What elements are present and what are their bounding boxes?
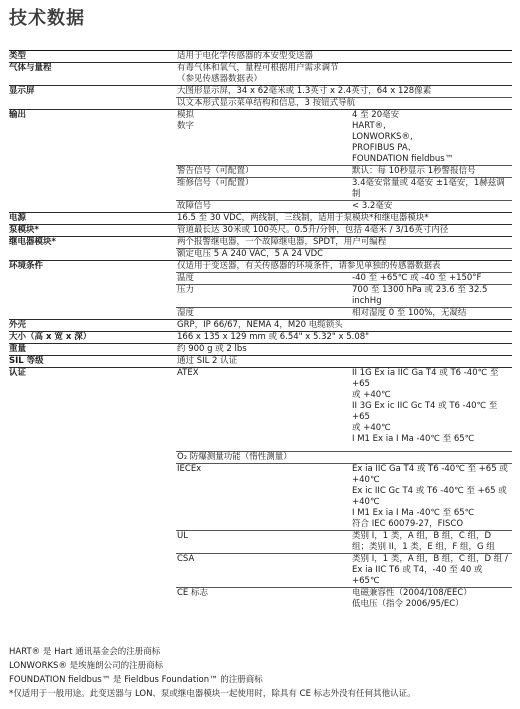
spec-line: 适用于电化学传感器的本安型变送器: [177, 51, 314, 61]
spec-subvalue: [351, 178, 512, 200]
spec-line: 制: [352, 189, 361, 199]
spec-label: 认证: [9, 368, 27, 378]
spec-label: 大小（高 x 宽 x 深）: [9, 332, 92, 342]
spec-subrow: [176, 587, 512, 610]
spec-subname: 维修信号（可配置）: [177, 178, 254, 188]
spec-line: 相对湿度 0 至 100%，无凝结: [352, 308, 467, 318]
spec-line: Ex ic IIC Gc T4 或 T6 -40℃ 至 +65 或: [352, 486, 507, 496]
spec-content: [176, 63, 512, 85]
spec-table: [9, 50, 512, 610]
spec-content: [176, 225, 512, 236]
spec-line: 组；类别 II，1 类，E 组，F 组，G 组: [352, 542, 495, 552]
spec-label: 重量: [9, 344, 27, 354]
spec-content: [176, 261, 512, 319]
spec-row: [9, 355, 512, 367]
spec-row: [9, 109, 512, 212]
spec-line: < 3.2毫安: [352, 201, 393, 211]
spec-row: [9, 62, 512, 85]
spec-label: SIL 等级: [9, 356, 44, 366]
spec-subrow: [176, 463, 512, 530]
spec-line: 通过 SIL 2 认证: [177, 356, 238, 366]
spec-line: LONWORKS®,: [352, 132, 413, 142]
spec-row: [9, 50, 512, 62]
spec-subname: O₂ 防爆测量功能（惰性测量）: [177, 452, 292, 462]
spec-subrow: [176, 272, 512, 284]
spec-row: [9, 212, 512, 224]
spec-line: 管道最长达 30米或 100英尺。0.5升/分钟，包括 4毫米 / 3/16英寸内径: [177, 225, 449, 235]
spec-subname: 模拟: [177, 110, 195, 120]
spec-line: I M1 Ex ia I Ma -40℃ 至 65℃: [352, 508, 475, 518]
spec-subname: 数字: [177, 121, 195, 131]
spec-subvalue: [351, 308, 512, 319]
spec-subrow: [176, 110, 512, 121]
footnote: *仅适用于一般用途。此变送器与 LON、泵或继电器模块一起使用时，除具有 CE 标志外没有任何其他认证。: [9, 689, 416, 699]
spec-subname: ATEX: [177, 368, 199, 378]
spec-subvalue: [351, 285, 512, 307]
page-title: 技术数据: [9, 8, 85, 29]
spec-label: 显示屏: [9, 86, 35, 96]
spec-subname: UL: [177, 531, 188, 541]
spec-content: [176, 368, 512, 610]
spec-content: [176, 110, 512, 212]
footnotes: [9, 645, 514, 701]
spec-subname: 故障信号: [177, 201, 212, 211]
spec-subname: 警告信号（可配置）: [177, 166, 254, 176]
spec-row: [9, 85, 512, 109]
spec-line: Ex ia IIC Ga T4 或 T6 -40℃ 至 +65 或: [352, 464, 508, 474]
spec-line: 或 +40℃: [352, 423, 391, 433]
spec-row: [9, 343, 512, 355]
spec-line: 仅适用于变送器，有关传感器的环境条件，请参见单独的传感器数据表: [177, 261, 441, 271]
spec-line: HART®,: [352, 121, 386, 131]
spec-line: 类别 I，1 类，A 组，B 组，C 组，D: [352, 531, 492, 541]
spec-line: +40℃: [352, 475, 380, 485]
spec-subvalue: [351, 588, 512, 610]
spec-subname: IECEx: [177, 464, 202, 474]
spec-subrow: [176, 553, 512, 587]
spec-line: 约 900 g 或 2 lbs: [177, 344, 247, 354]
spec-subrow: [176, 451, 512, 463]
spec-row: [9, 367, 512, 610]
spec-subname: CSA: [177, 554, 195, 564]
spec-subrow: [176, 200, 512, 212]
spec-label: 外壳: [9, 320, 27, 330]
spec-line: [352, 452, 512, 463]
footnote: LONWORKS® 是埃施朗公司的注册商标: [9, 661, 164, 671]
spec-subrow: [176, 121, 512, 165]
spec-line: II 3G Ex ic IIC Gc T4 或 T6 -40℃ 至 +65: [352, 401, 498, 422]
spec-line: -40 至 +65℃ 或 -40 至 +150°F: [352, 273, 482, 283]
spec-line: 类别 I，1 类，A 组，B 组，C 组，D 组 /: [352, 554, 508, 564]
spec-subrow: [176, 284, 512, 307]
spec-line: FOUNDATION fieldbus™: [352, 154, 454, 164]
spec-subvalue: [351, 368, 512, 445]
spec-label: 气体与量程: [9, 63, 52, 73]
spec-content: [176, 344, 512, 355]
spec-subvalue: [351, 531, 512, 553]
spec-line: 有毒气体和氧气，量程可根据用户需求调节: [177, 63, 339, 73]
spec-content: [176, 320, 512, 331]
spec-line: 16.5 至 30 VDC，两线制，三线制，适用于泵模块*和继电器模块*: [177, 213, 429, 223]
spec-subname: CE 标志: [177, 588, 209, 598]
spec-content: [176, 86, 512, 109]
spec-line: 默认：每 10秒显示 1秒警报信号: [352, 166, 476, 176]
spec-line: 4 至 20毫安: [352, 110, 400, 120]
spec-subname: 湿度: [177, 308, 195, 318]
spec-content: [176, 356, 512, 367]
spec-subrow: [176, 307, 512, 319]
spec-line: 3.4毫安常量或 4毫安 ±1毫安，1赫兹调: [352, 178, 505, 188]
spec-line: PROFIBUS PA、: [352, 143, 417, 153]
spec-subrow: [176, 97, 512, 109]
spec-label: 环境条件: [9, 261, 44, 271]
footnote: HART® 是 Hart 通讯基金会的注册商标: [9, 647, 161, 657]
spec-line: 大图形显示屏，34 x 62毫米或 1.3英寸 x 2.4英寸，64 x 128像素: [177, 86, 432, 96]
spec-line: （参见传感器数据表）: [177, 74, 263, 84]
spec-line: 或 +40℃: [352, 390, 391, 400]
spec-line: 166 x 135 x 129 mm 或 6.54" x 5.32" x 5.08": [177, 332, 370, 342]
spec-subvalue: [176, 249, 512, 260]
spec-row: [9, 236, 512, 260]
spec-subvalue: [351, 452, 512, 463]
spec-subrow: [176, 248, 512, 260]
spec-content: [176, 332, 512, 343]
spec-label: 泵模块*: [9, 225, 39, 235]
spec-subvalue: [351, 166, 512, 177]
spec-subrow: [176, 165, 512, 177]
spec-content: [176, 213, 512, 224]
spec-line: 700 至 1300 hPa 或 23.6 至 32.5 inchHg: [352, 285, 488, 306]
spec-line: 电磁兼容性（2004/108/EEC）: [352, 588, 472, 598]
spec-row: [9, 319, 512, 331]
footnote: FOUNDATION fieldbus™ 是 Fieldbus Foundation™ 的注册商标: [9, 675, 263, 685]
spec-subrow: [176, 530, 512, 553]
spec-line: +40℃: [352, 497, 380, 507]
spec-subname: 压力: [177, 285, 195, 295]
spec-row: [9, 260, 512, 319]
spec-subvalue: [351, 121, 512, 165]
spec-subvalue: [176, 98, 512, 109]
spec-label: 输出: [9, 110, 27, 120]
spec-label: 类型: [9, 51, 27, 61]
spec-content: [176, 237, 512, 260]
spec-row: [9, 331, 512, 343]
spec-label: 继电器模块*: [9, 237, 56, 247]
spec-subvalue: [351, 464, 512, 530]
spec-subvalue: [351, 110, 512, 121]
spec-subrow: [176, 368, 512, 445]
spec-line: 两个报警继电器，一个故障继电器，SPDT，用户可编程: [177, 237, 387, 247]
spec-line: II 1G Ex ia IIC Ga T4 或 T6 -40℃ 至 +65: [352, 368, 499, 389]
spec-line: Ex ia IIC T6 或 T4，-40 至 40 或 +65℃: [352, 565, 483, 586]
spec-line: GRP，IP 66/67，NEMA 4，M20 电缆锁头: [177, 320, 343, 330]
spec-content: [176, 51, 512, 62]
spec-subname: 温度: [177, 273, 195, 283]
spec-line: 符合 IEC 60079-27，FISCO: [352, 519, 464, 529]
spec-row: [9, 224, 512, 236]
spec-subvalue: [351, 273, 512, 284]
spec-subvalue: [351, 201, 512, 212]
spec-subvalue: [351, 554, 512, 587]
spec-line: 低电压（指令 2006/95/EC）: [352, 599, 464, 609]
spec-line: 额定电压 5 A 240 VAC，5 A 24 VDC: [177, 249, 324, 259]
spec-line: 以文本形式显示菜单结构和信息，3 按钮式导航: [177, 98, 356, 108]
spec-line: I M1 Ex ia I Ma -40℃ 至 65℃: [352, 434, 475, 444]
spec-label: 电源: [9, 213, 27, 223]
spec-subrow: [176, 177, 512, 200]
